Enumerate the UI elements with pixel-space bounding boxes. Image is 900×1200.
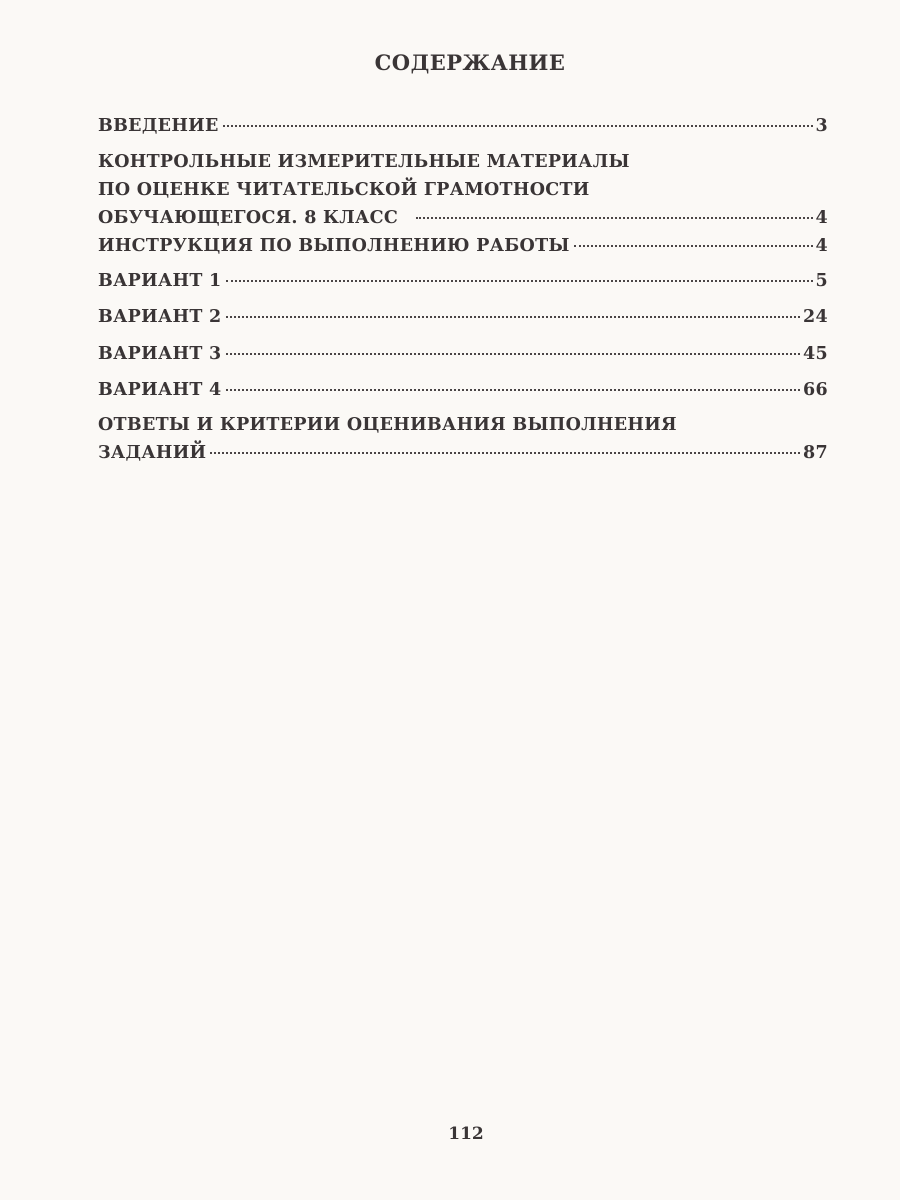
toc-page-number: 4	[815, 236, 828, 256]
toc-entry-instructions	[98, 232, 828, 260]
toc-entry-variant-4	[98, 376, 828, 404]
dot-leader	[226, 316, 801, 318]
dot-leader	[223, 125, 813, 127]
toc-entry-title: ПО ОЦЕНКЕ ЧИТАТЕЛЬСКОЙ ГРАМОТНОСТИ	[98, 180, 590, 200]
dot-leader	[210, 452, 800, 454]
toc-entry-variant-3	[98, 340, 828, 368]
toc-entry-title: ЗАДАНИЙ	[98, 443, 207, 463]
dot-leader	[226, 280, 813, 282]
dot-leader	[416, 217, 812, 219]
dot-leader	[574, 245, 813, 247]
toc-entry-title: ИНСТРУКЦИЯ ПО ВЫПОЛНЕНИЮ РАБОТЫ	[98, 236, 570, 256]
toc-entry-title: ОБУЧАЮЩЕГОСЯ. 8 КЛАСС	[98, 208, 399, 228]
toc-page-number: 3	[815, 116, 828, 136]
toc-entry-title: ВАРИАНТ 1	[98, 271, 222, 291]
toc-page-number: 24	[803, 307, 828, 327]
toc-entry-title: ВАРИАНТ 3	[98, 344, 222, 364]
toc-entry-measurement-materials	[98, 148, 828, 232]
toc-entry-introduction	[98, 112, 828, 140]
toc-entry-title: ВАРИАНТ 4	[98, 380, 222, 400]
page-number: 112	[448, 1124, 484, 1144]
toc-page-number: 4	[815, 208, 828, 228]
dot-leader	[226, 389, 801, 391]
toc-entry-variant-1	[98, 267, 828, 295]
toc-entry-title: ВВЕДЕНИЕ	[98, 116, 219, 136]
toc-page-number: 5	[815, 271, 828, 291]
toc-entry-title: КОНТРОЛЬНЫЕ ИЗМЕРИТЕЛЬНЫЕ МАТЕРИАЛЫ	[98, 152, 630, 172]
dot-leader	[226, 353, 801, 355]
page-title: СОДЕРЖАНИЕ	[374, 50, 566, 75]
toc-page-number: 66	[803, 380, 828, 400]
toc-entry-title: ВАРИАНТ 2	[98, 307, 222, 327]
toc-page-number: 87	[803, 443, 828, 463]
toc-entry-variant-2	[98, 303, 828, 331]
toc-page-number: 45	[803, 344, 828, 364]
toc-entry-title: ОТВЕТЫ И КРИТЕРИИ ОЦЕНИВАНИЯ ВЫПОЛНЕНИЯ	[98, 415, 677, 435]
toc-entry-answers	[98, 411, 828, 467]
